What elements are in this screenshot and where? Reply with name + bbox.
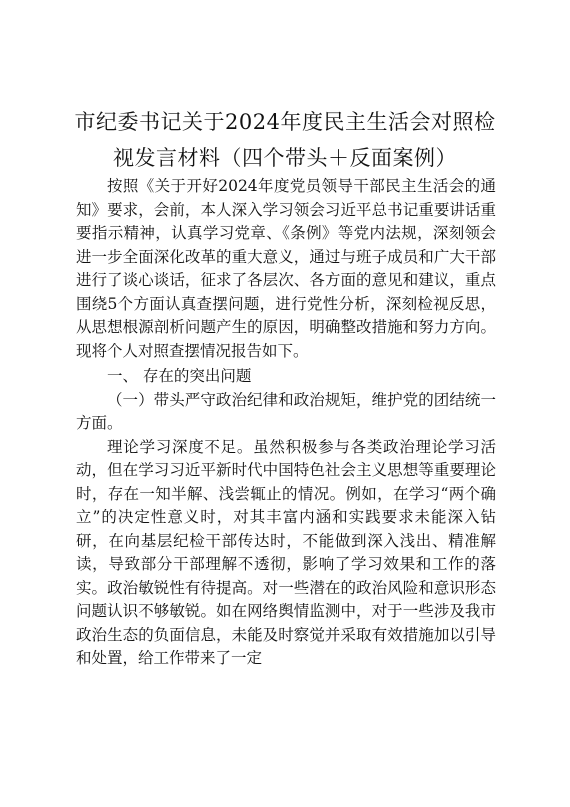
subsection-heading: （一）带头严守政治纪律和政治规矩，维护党的团结统一方面。 bbox=[76, 390, 496, 432]
body-paragraph: 理论学习深度不足。虽然积极参与各类政治理论学习活动，但在学习习近平新时代中国特色社会主义思想等重要理论时，存在一知半解、浅尝辄止的情况。例如，在学习“两个确立”的决定性意义时，对其丰富内涵和实践要求未能深入钻研，在向基层纪检干部传达时，不能做到深入浅出、精准解读，导致部分干部理解不透彻，影响了学习效果和工作的落实。政治敏锐性有待提高。对一些潜在的政治风险和意识形态问题认识不够敏锐。如在网络舆情监测中，对于一些涉及我市政治生态的负面信息，未能及时察觉并采取有效措施加以引导和处置，给工作带来了一定 bbox=[76, 437, 496, 667]
title-line-2: 视发言材料（四个带头＋反面案例） bbox=[113, 146, 457, 170]
intro-paragraph: 按照《关于开好2024年度党员领导干部民主生活会的通知》要求，会前，本人深入学习领会习近平总书记重要讲话重要指示精神，认真学习党章、《条例》等党内法规，深刻领会进一步全面深化改革的重大意义，通过与班子成员和广大干部进行了谈心谈话，征求了各层次、各方面的意见和建议，重点围绕5个方面认真查摆问题，进行党性分析，深刻检视反思，从思想根源剖析问题产生的原因，明确整改措施和努力方向。现将个人对照查摆情况报告如下。 bbox=[76, 177, 496, 360]
section-heading: 一、 存在的突出问题 bbox=[107, 367, 252, 385]
document-title bbox=[60, 104, 510, 176]
title-line-1: 市纪委书记关于2024年度民主生活会对照检 bbox=[74, 110, 496, 134]
document-body bbox=[76, 175, 496, 671]
